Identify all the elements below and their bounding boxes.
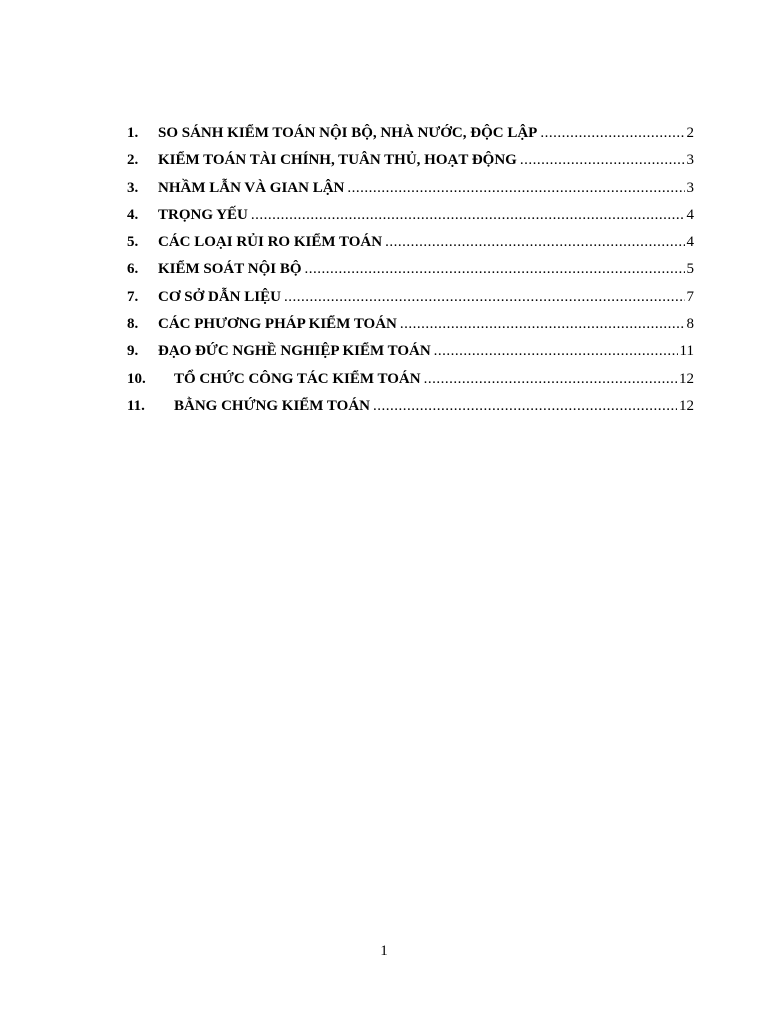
toc-entry-page: 3: [686, 152, 694, 169]
toc-entry-number: 11.: [127, 397, 145, 414]
dot-leader: [251, 202, 685, 229]
toc-entry-number: 2.: [127, 152, 139, 169]
toc-entry-page: 11: [679, 343, 694, 360]
toc-entry-page: 2: [686, 125, 694, 141]
toc-entry[interactable]: [127, 338, 694, 365]
toc-entry-number: 10.: [127, 370, 146, 387]
toc-entry-page: 5: [686, 261, 694, 278]
toc-entry-number: 1.: [127, 125, 139, 141]
toc-entry-number: 9.: [127, 343, 139, 360]
toc-entry[interactable]: [127, 311, 694, 338]
toc-entry[interactable]: [127, 284, 694, 311]
toc-entry-number: 3.: [127, 179, 139, 196]
toc-entry-title: ĐẠO ĐỨC NGHỀ NGHIỆP KIỂM TOÁN: [158, 343, 431, 360]
dot-leader: [373, 393, 677, 420]
toc-entry-number: 7.: [127, 288, 139, 305]
toc-entry-title: TRỌNG YẾU: [158, 206, 248, 223]
toc-entry-number: 8.: [127, 316, 139, 333]
toc-entry-page: 4: [686, 234, 694, 251]
toc-entry-title: CƠ SỞ DẪN LIỆU: [158, 288, 281, 305]
dot-leader: [540, 120, 684, 147]
toc-entry[interactable]: [127, 120, 694, 147]
toc-entry-page: 4: [686, 206, 694, 223]
toc-entry-number: 5.: [127, 234, 139, 251]
toc-entry-title: CÁC PHƯƠNG PHÁP KIỂM TOÁN: [158, 316, 397, 333]
toc-entry-page: 12: [679, 397, 694, 414]
table-of-contents: [127, 120, 694, 420]
dot-leader: [424, 366, 677, 393]
toc-entry-number: 4.: [127, 206, 139, 223]
toc-entry-title: TỔ CHỨC CÔNG TÁC KIỂM TOÁN: [174, 370, 421, 387]
dot-leader: [434, 338, 678, 365]
toc-entry-title: KIỂM TOÁN TÀI CHÍNH, TUÂN THỦ, HOẠT ĐỘNG: [158, 152, 517, 169]
toc-entry-title: CÁC LOẠI RỦI RO KIỂM TOÁN: [158, 234, 383, 251]
toc-entry[interactable]: [127, 147, 694, 174]
toc-entry[interactable]: [127, 256, 694, 283]
toc-entry[interactable]: [127, 202, 694, 229]
toc-entry-page: 8: [686, 316, 694, 333]
toc-entry[interactable]: [127, 175, 694, 202]
toc-entry-page: 12: [679, 370, 694, 387]
dot-leader: [400, 311, 685, 338]
dot-leader: [347, 175, 684, 202]
toc-entry-number: 6.: [127, 261, 139, 278]
dot-leader: [385, 229, 684, 256]
toc-entry[interactable]: [127, 393, 694, 420]
toc-entry-title: SO SÁNH KIỂM TOÁN NỘI BỘ, NHÀ NƯỚC, ĐỘC LẬP: [158, 125, 538, 141]
dot-leader: [284, 284, 685, 311]
dot-leader: [520, 147, 685, 174]
dot-leader: [305, 256, 685, 283]
toc-entry-title: KIỂM SOÁT NỘI BỘ: [158, 261, 302, 278]
toc-entry-title: NHẦM LẪN VÀ GIAN LẬN: [158, 179, 345, 196]
page-number: 1: [380, 943, 388, 959]
toc-entry[interactable]: [127, 366, 694, 393]
toc-entry-title: BẰNG CHỨNG KIỂM TOÁN: [174, 397, 370, 414]
toc-entry-page: 7: [686, 288, 694, 305]
toc-entry[interactable]: [127, 229, 694, 256]
toc-entry-page: 3: [686, 179, 694, 196]
